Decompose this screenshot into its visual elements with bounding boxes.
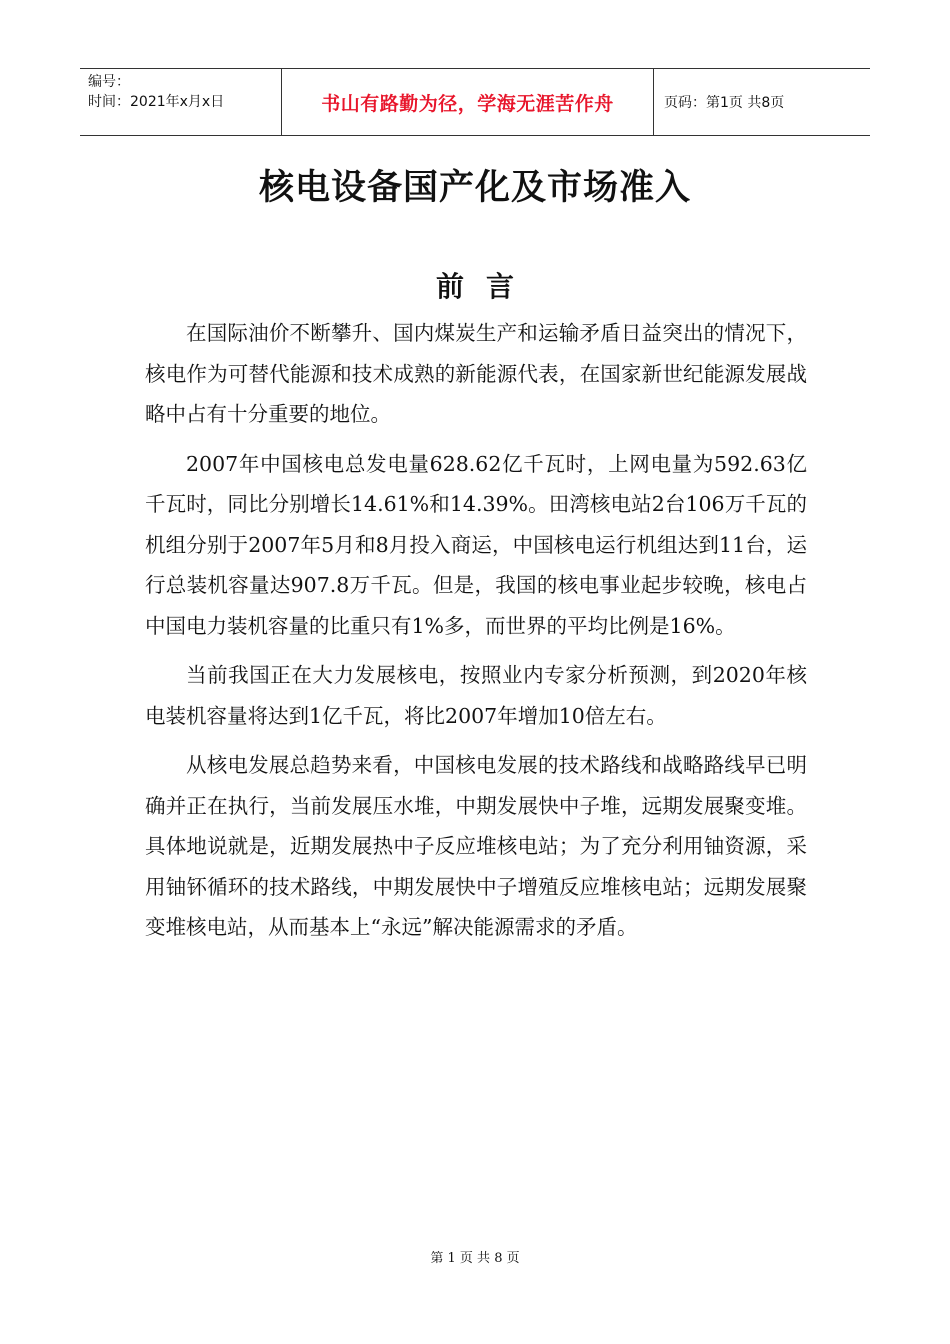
paragraph: 2007年中国核电总发电量628.62亿千瓦时，上网电量为592.63亿千瓦时，同比分别增长14.61%和14.39%。田湾核电站2台106万千瓦的机组分别于2007年5月和8月投入商运，中国核电运行机组达到11台，运行总装机容量达907.8万千瓦。但是，我国的核电事业起步较晚，核电占中国电力装机容量的比重只有1%多，而世界的平均比例是16%。 [145, 451, 807, 638]
paragraph: 当前我国正在大力发展核电，按照业内专家分析预测，到2020年核电装机容量将达到1亿千瓦，将比2007年增加10倍左右。 [145, 663, 807, 728]
header-meta [80, 69, 282, 135]
page-header [80, 68, 870, 136]
header-page-info: 页码：第1页 共8页 [664, 95, 785, 111]
document-title: 核电设备国产化及市场准入 [258, 168, 691, 208]
document-time: 时间：2021年x月x日 [88, 94, 225, 110]
document-body [145, 313, 807, 957]
page-footer: 第 1 页 共 8 页 [430, 1251, 520, 1266]
document-number-label: 编号： [88, 74, 130, 90]
paragraph: 从核电发展总趋势来看，中国核电发展的技术路线和战略路线早已明确并正在执行，当前发展压水堆，中期发展快中子堆，远期发展聚变堆。具体地说就是，近期发展热中子反应堆核电站；为了充分利用铀资源，采用铀钚循环的技术路线，中期发展快中子增殖反应堆核电站；远期发展聚变堆核电站，从而基本上“永远”解决能源需求的矛盾。 [145, 753, 807, 939]
header-motto: 书山有路勤为径，学海无涯苦作舟 [282, 69, 654, 135]
section-title: 前言 [435, 270, 536, 303]
paragraph: 在国际油价不断攀升、国内煤炭生产和运输矛盾日益突出的情况下，核电作为可替代能源和技术成熟的新能源代表，在国家新世纪能源发展战略中占有十分重要的地位。 [145, 321, 807, 426]
